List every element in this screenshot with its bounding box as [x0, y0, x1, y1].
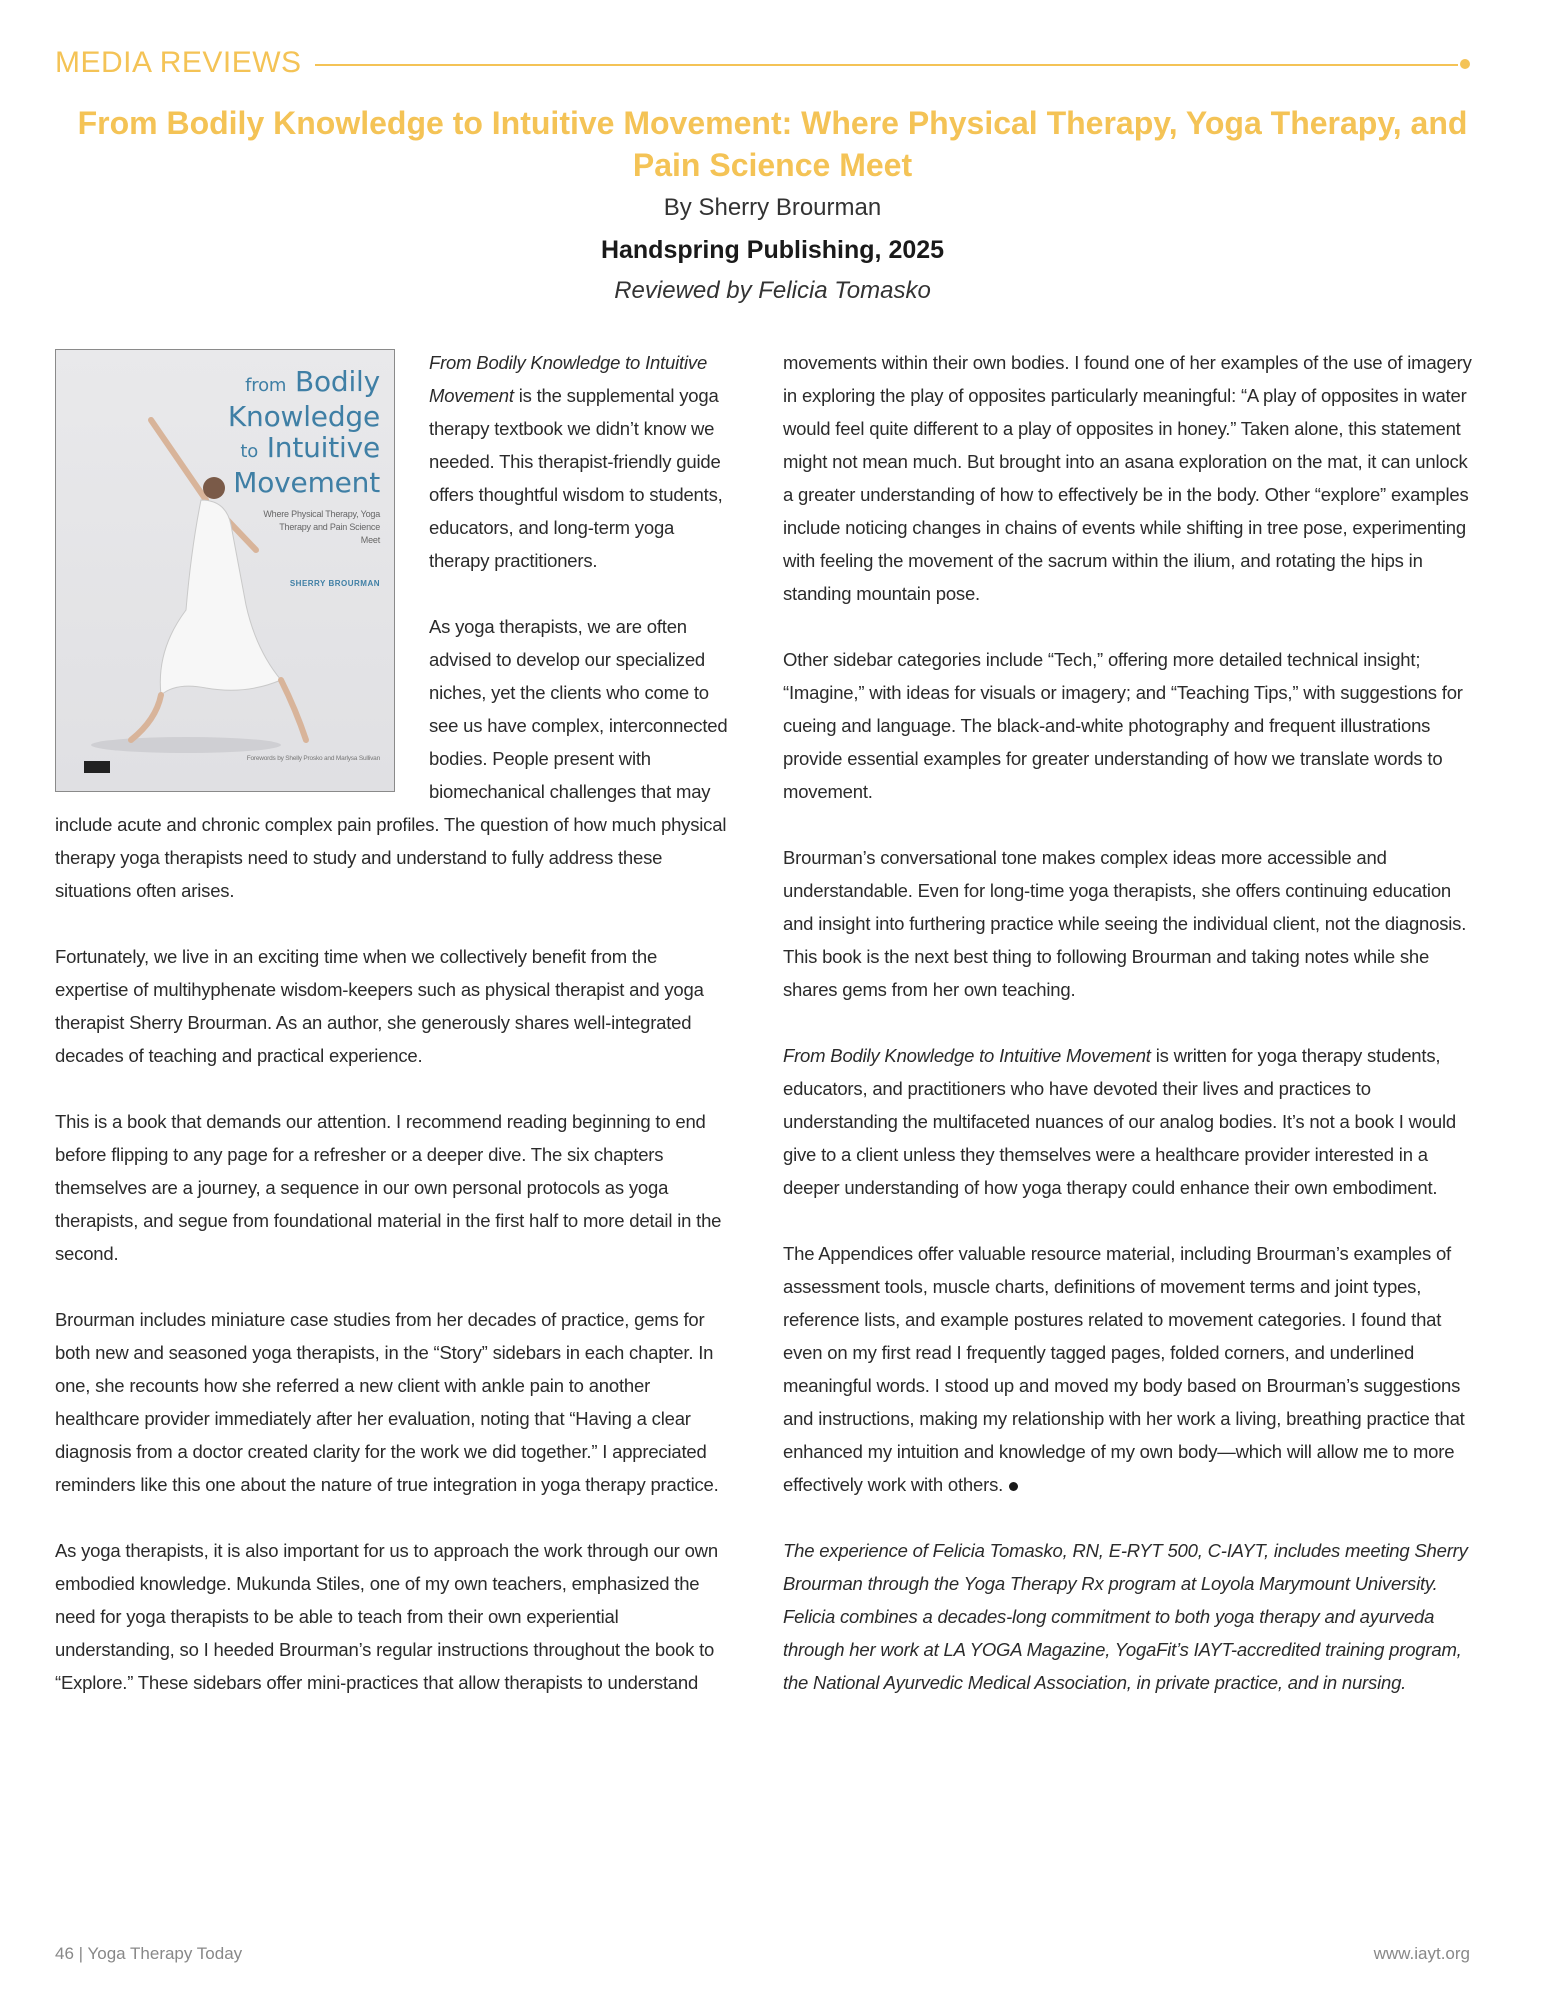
paragraph — [783, 1039, 1473, 1204]
paragraph: Brourman includes miniature case studies from her decades of practice, gems for both new and seasoned yoga therapists, in the “Story” sidebars in each chapter. In one, she recounts how she referred a new client with ankle pain to another healthcare provider immediately after her evaluation, noting that “Having a clear diagnosis from a doctor created clarity for the work we did together.” I appreciated reminders like this one about the nature of true integration in yoga therapy practice. — [55, 1309, 719, 1495]
end-mark-icon — [1009, 1482, 1018, 1491]
cover-title-intuitive: Intuitive — [266, 431, 380, 464]
publisher-logo-icon — [84, 761, 110, 773]
cover-author: SHERRY BROURMAN — [289, 579, 380, 588]
section-rule — [315, 64, 1458, 66]
section-header — [55, 46, 1470, 86]
section-rule-end-dot — [1460, 59, 1470, 69]
cover-foreword: Forewords by Shelly Prosko and Marlysa Sullivan — [246, 755, 380, 762]
cover-title-knowledge: Knowledge — [227, 400, 380, 433]
cover-title-bodily: Bodily — [294, 365, 380, 398]
cover-subtitle: Where Physical Therapy, Yoga Therapy and Pain Science Meet — [263, 509, 380, 545]
review-title: From Bodily Knowledge to Intuitive Movement: Where Physical Therapy, Yoga Therapy, and Pain Science Meet — [77, 105, 1468, 183]
section-label: MEDIA REVIEWS — [55, 46, 302, 79]
paragraph: As yoga therapists, it is also important for us to approach the work through our own embodied knowledge. Mukunda Stiles, one of my own teachers, emphasized the need for yoga therapists to be able to teach from their own experiential understanding, so I heeded Brourman’s regular instructions throughout the book to “Explore.” These sidebars offer mini-practices that allow therapists to understand — [55, 1540, 718, 1693]
paragraph: Brourman’s conversational tone makes complex ideas more accessible and understandable. Even for long-time yoga therapists, she offers continuing education and insight into furthering practice while seeing the individual client, not the diagnosis. This book is the next best thing to following Brourman and taking notes while she shares gems from her own teaching. — [783, 847, 1467, 1000]
paragraph-text: is written for yoga therapy students, educators, and practitioners who have devoted their lives and practices to understanding the multifaceted nuances of our analog bodies. It’s not a book I would give to a client unless they themselves were a healthcare provider interested in a deeper understanding of how yoga therapy could enhance their own embodiment. — [783, 1045, 1456, 1198]
reviewer-line: Reviewed by Felicia Tomasko — [614, 277, 931, 304]
footer-url: www.iayt.org — [1373, 1944, 1470, 1963]
paragraph-text: is the supplemental yoga therapy textbook we didn’t know we needed. This therapist-friendly guide offers thoughtful wisdom to students, educators, and long-term yoga therapy practitioners. — [429, 385, 723, 571]
cover-title-from: from — [245, 375, 287, 396]
paragraph: Other sidebar categories include “Tech,” offering more detailed technical insight; “Imagine,” with ideas for visuals or imagery; and “Teaching Tips,” with suggestions for cueing and language. The black-and-white photography and frequent illustrations provide essential examples for greater understanding of how we translate words to movement. — [783, 649, 1463, 802]
book-title-italic: From Bodily Knowledge to Intuitive Movement — [429, 352, 708, 406]
left-column — [55, 346, 735, 1732]
right-column — [783, 346, 1473, 1732]
paragraph: movements within their own bodies. I found one of her examples of the use of imagery in exploring the play of opposites particularly meaningful: “A play of opposites in water would feel quite different to a play of opposites in honey.” Taken alone, this statement might not mean much. But brought into an asana exploration on the mat, it can unlock a greater understanding of how to effectively be in the body. Other “explore” examples include noticing changes in chains of events while shifting in tree pose, experimenting with feeling the movement of the sacrum within the ilium, and rotating the hips in standing mountain pose. — [783, 352, 1472, 604]
cover-title-to: to — [240, 441, 259, 462]
cover-title-movement: Movement — [233, 466, 380, 499]
footer-page-info: 46 | Yoga Therapy Today — [55, 1944, 243, 1963]
book-cover-image — [55, 349, 395, 792]
reviewer-bio: The experience of Felicia Tomasko, RN, E-RYT 500, C-IAYT, includes meeting Sherry Brourman through the Yoga Therapy Rx program at Loyola Marymount University. Felicia combines a decades-long commitment to both yoga therapy and ayurveda through her work at LA YOGA Magazine, YogaFit’s IAYT-accredited training program, the National Ayurvedic Medical Association, in private practice, and in nursing. — [783, 1540, 1468, 1693]
publisher-line: Handspring Publishing, 2025 — [600, 236, 945, 264]
paragraph — [783, 1237, 1473, 1501]
cover-title — [228, 366, 380, 498]
paragraph: As yoga therapists, we are often advised to develop our specialized niches, yet the clients who come to see us have complex, interconnected bodies. People present with biomechanical challenges that may include acute and chronic complex pain profiles. The question of how much physical therapy yoga therapists need to study and understand to fully address these situations often arises. — [55, 616, 728, 901]
paragraph: Fortunately, we live in an exciting time when we collectively benefit from the expertise of multihyphenate wisdom-keepers such as physical therapist and yoga therapist Sherry Brourman. As an author, she generously shares well-integrated decades of teaching and practical experience. — [55, 946, 704, 1066]
book-title-italic: From Bodily Knowledge to Intuitive Movement — [783, 1045, 1151, 1066]
paragraph: This is a book that demands our attention. I recommend reading beginning to end before flipping to any page for a refresher or a deeper dive. The six chapters themselves are a journey, a sequence in our own personal protocols as yoga therapists, and segue from foundational material in the first half to more detail in the second. — [55, 1111, 722, 1264]
book-author-byline: By Sherry Brourman — [663, 194, 882, 221]
paragraph-text: The Appendices offer valuable resource material, including Brourman’s examples of assessment tools, muscle charts, definitions of movement terms and joint types, reference lists, and example postures related to movement categories. I found that even on my first read I frequently tagged pages, folded corners, and underlined meaningful words. I stood up and moved my body based on Brourman’s suggestions and instructions, making my relationship with her work a living, breathing practice that enhanced my intuition and knowledge of my own body—which will allow me to more effectively work with others. — [783, 1243, 1465, 1495]
